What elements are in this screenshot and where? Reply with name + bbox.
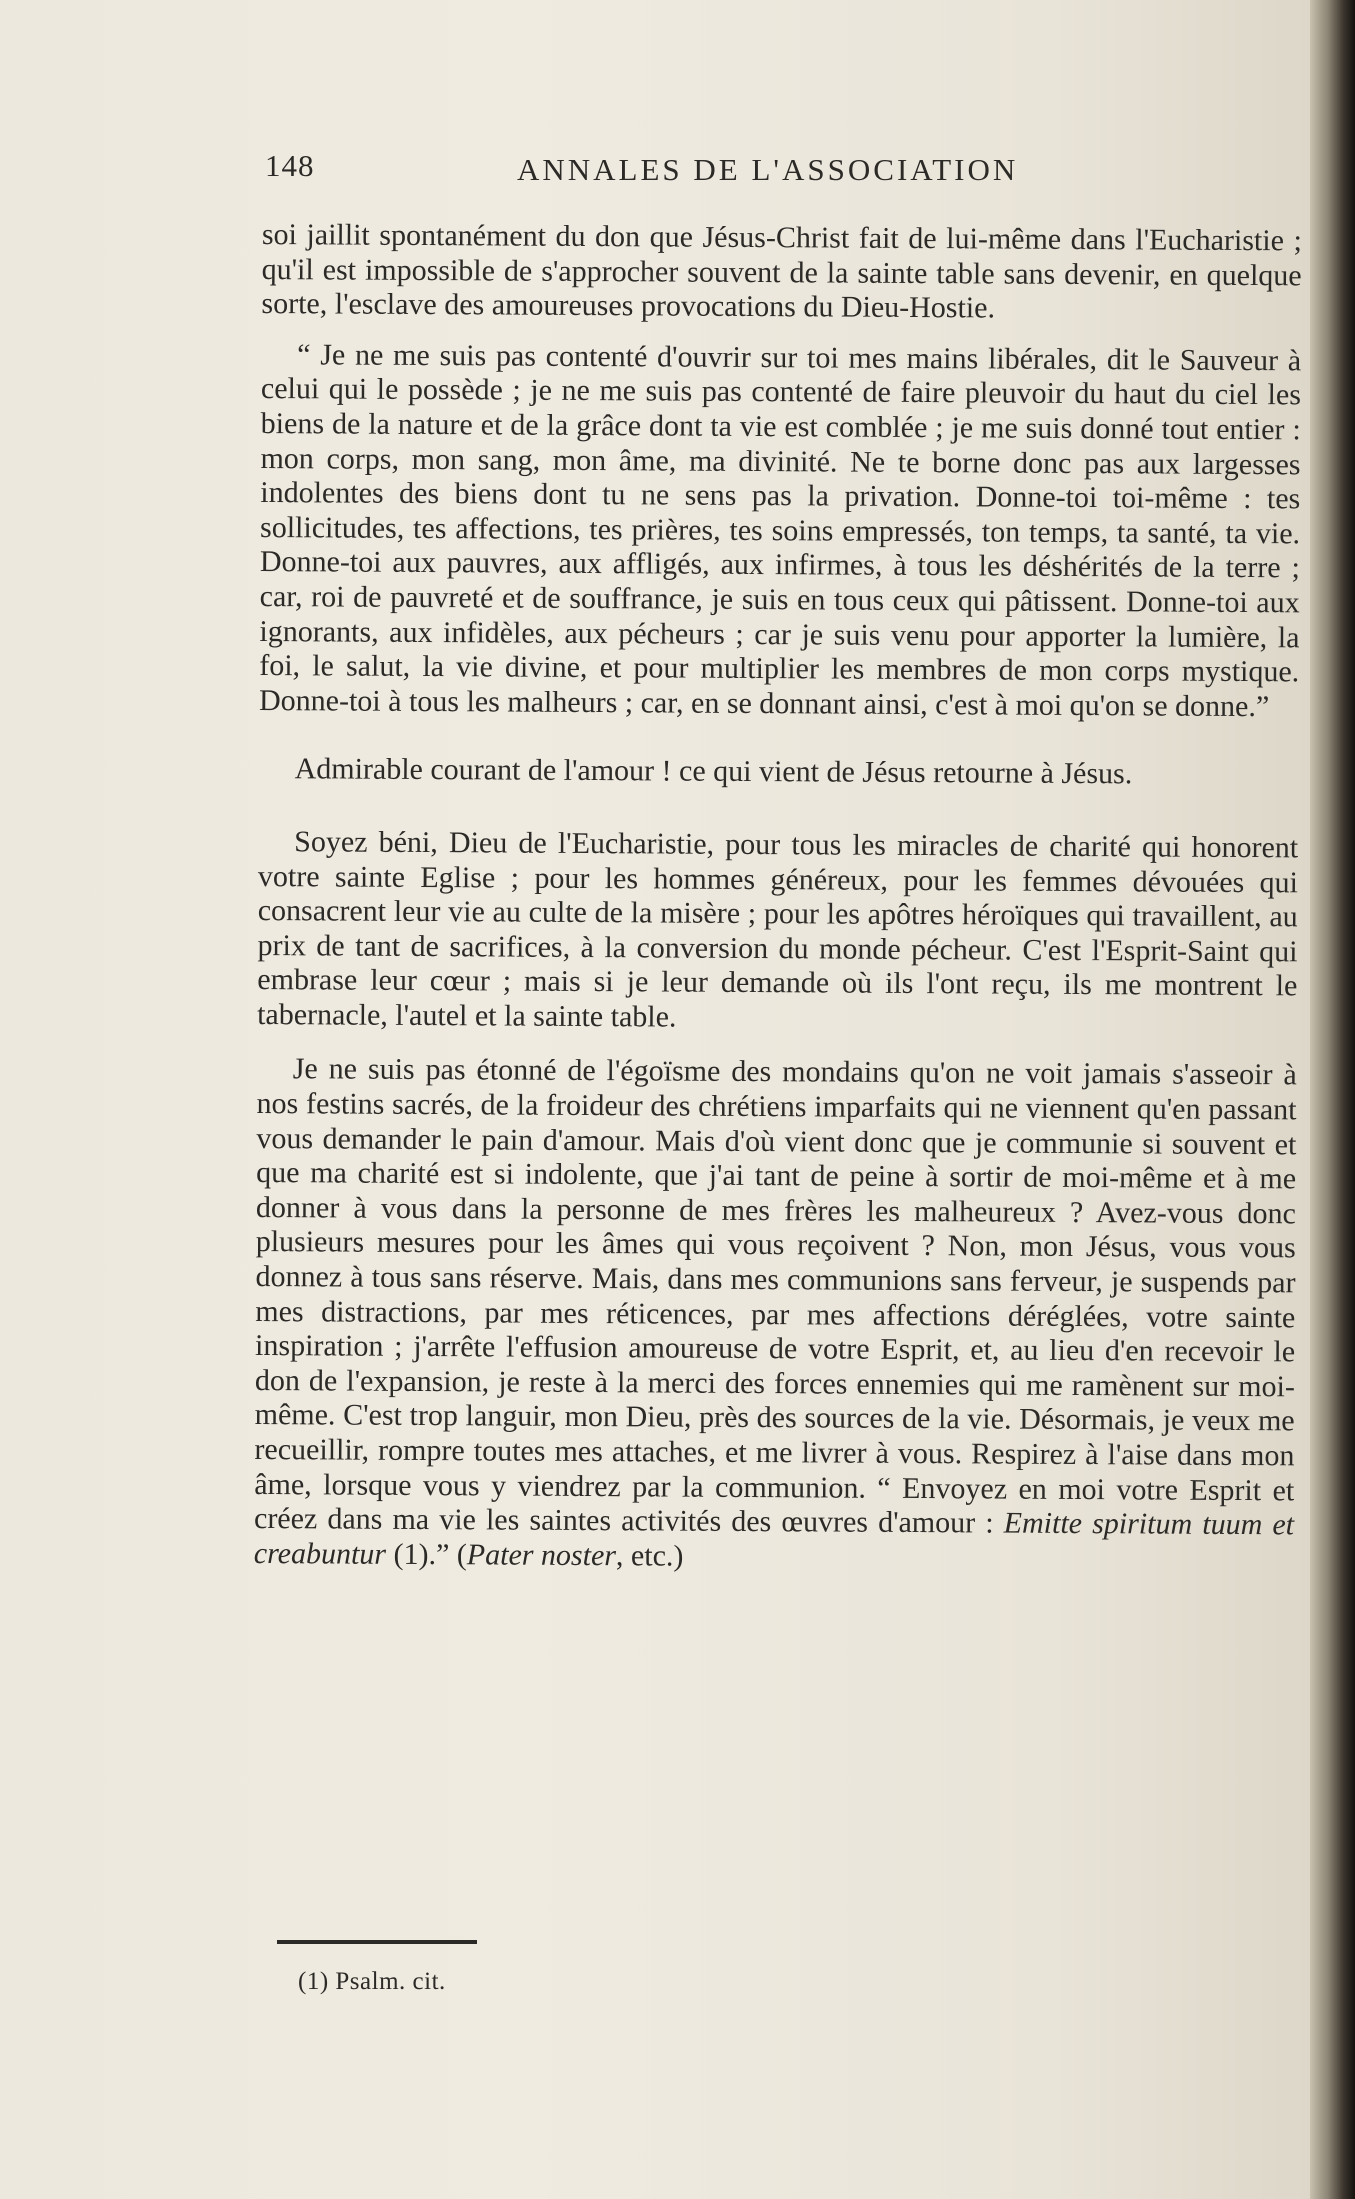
paragraph-5-main: Je ne suis pas étonné de l'égoïsme des mondains qu'on ne voit jamais s'asseoir à nos festins sacrés, de la froideur des chrétiens imparfaits qui ne viennent qu'en passant vous demander le pain d'amour. Mais d'où vient donc que je communie si souvent et que ma charité est si indolente, que j'ai tant de peine à sortir de moi-même et à me donner à vous dans la personne de mes frères les malheureux ? Avez-vous donc plusieurs mesures pour les âmes qui vous reçoivent ? Non, mon Jésus, vous vous donnez à tous sans réserve. Mais, dans mes communions sans ferveur, je suspends par mes distractions, par mes réticences, par mes affections déréglées, votre sainte inspiration ; j'arrête l'effusion amoureuse de votre Esprit, et, au lieu d'en recevoir le don de l'expansion, je reste à la merci des forces ennemies qui me ramènent sur moi-même. C'est trop languir, mon Dieu, près des sources de la vie. Désormais, je veux me recueillir, rompre toutes mes attaches, et me livrer à vous. Respirez à l'aise dans mon âme, lorsque vous y viendrez par la communion. “ Envoyez en moi votre Esprit et créez dans ma vie les saintes activités des œuvres d'amour : <box>253 1052 1297 1540</box>
footnote-reference: (1).” ( <box>393 1537 467 1572</box>
footnote-divider <box>277 1940 477 1944</box>
paragraph-3: Admirable courant de l'amour ! ce qui vient de Jésus retourne à Jésus. <box>294 752 1133 791</box>
paragraph-4: Soyez béni, Dieu de l'Eucharistie, pour tous les miracles de charité qui honorent votre sainte Eglise ; pour les hommes généreux, pour les femmes dévouées qui consacrent leur vie au culte de la misère ; pour les apôtres héroïques qui travaillent, au prix de tant de sacrifices, à la conversion du monde pécheur. C'est l'Esprit-Saint qui embrase leur cœur ; mais si je leur demande où ils l'ont reçu, ils me montrent le tabernacle, l'autel et la sainte table. <box>257 825 1299 1034</box>
paragraph-2-quote: “ Je ne me suis pas contenté d'ouvrir sur toi mes mains libérales, dit le Sauveur à celui qui le possède ; je ne me suis pas contenté de faire pleuvoir du haut du ciel les biens de la nature et de la grâce dont ta vie est comblée ; je me suis donné tout entier : mon corps, mon sang, mon âme, ma divinité. Ne te borne donc pas aux largesses indolentes des biens dont tu ne sens pas la privation. Donne-toi toi-même : tes sollicitudes, tes affections, tes prières, tes soins empressés, ton temps, ta santé, ta vie. Donne-toi aux pauvres, aux affligés, aux infirmes, à tous les déshérités de la terre ; car, roi de pauvreté et de souffrance, je suis en tous ceux qui pâtissent. Donne-toi aux ignorants, aux infidèles, aux pécheurs ; car je suis venu pour apporter la lumière, la foi, le salut, la vie divine, et pour multiplier les membres de mon corps mystique. Donne-toi à tous les malheurs ; car, en se donnant ainsi, c'est à moi qu'on se donne.” <box>258 337 1302 723</box>
paragraph-5-end: , etc.) <box>615 1538 684 1573</box>
book-spine-shadow <box>1310 0 1355 2199</box>
page-number: 148 <box>265 148 315 183</box>
paragraph-1: soi jaillit spontanément du don que Jésus-Christ fait de lui-même dans l'Eucharistie ; qu'il est impossible de s'approcher souvent de la sainte table sans devenir, en quelque sorte, l'esclave des amoureuses provocations du Dieu-Hostie. <box>261 218 1302 325</box>
body-text <box>254 218 1302 1578</box>
paragraph-5 <box>254 1052 1297 1577</box>
pater-noster: Pater noster <box>466 1538 617 1572</box>
page-header <box>265 148 1305 196</box>
footnote: (1) Psalm. cit. <box>298 1968 446 1995</box>
running-title: ANNALES DE L'ASSOCIATION <box>517 152 1019 187</box>
latin-quote: Emitte spiritum tuum et creabuntur <box>253 1506 1295 1571</box>
